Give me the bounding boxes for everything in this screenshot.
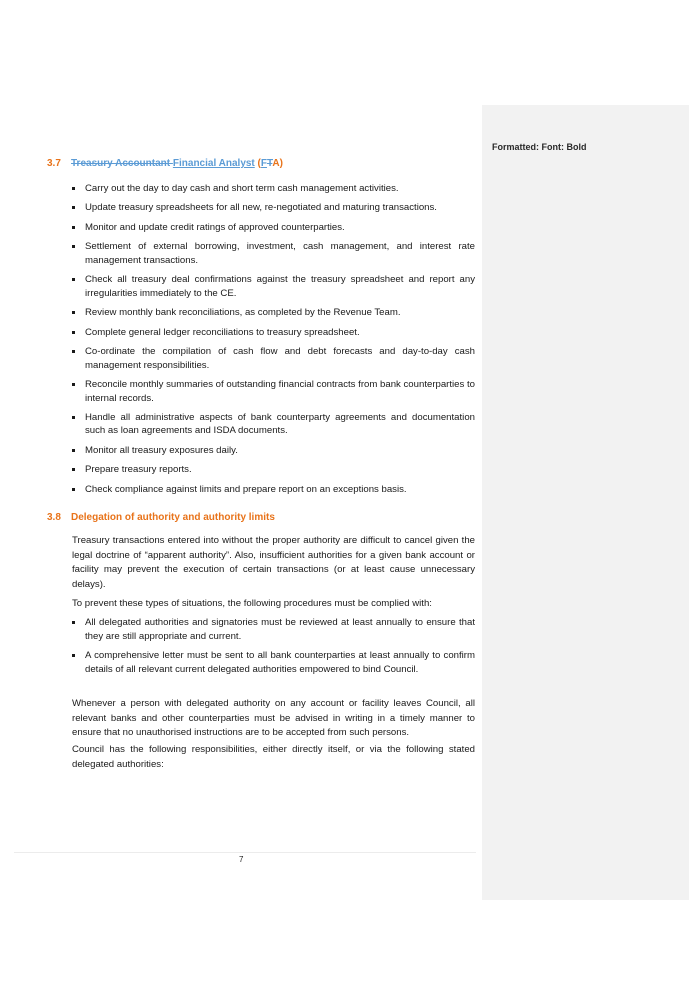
list-item: Prepare treasury reports. [72,463,475,477]
list-item: Review monthly bank reconciliations, as completed by the Revenue Team. [72,306,475,320]
inserted-letter: F [260,158,267,169]
section-3-7-bullet-list [72,182,475,496]
list-item: Complete general ledger reconciliations to treasury spreadsheet. [72,326,475,340]
list-item: Check all treasury deal confirmations against the treasury spreadsheet and report any irregularities immediately to the CE. [72,273,475,300]
section-title: Delegation of authority and authority limits [71,512,275,523]
list-item: Check compliance against limits and prepare report on an exceptions basis. [72,483,475,497]
section-3-7-heading [47,158,283,169]
deleted-text: Treasury Accountant [71,158,173,169]
deleted-letter: T [266,158,273,169]
paragraph-council-responsibilities: Council has the following responsibilities, either directly itself, or via the following stated delegated authorities: [72,744,475,770]
comments-pane [482,105,689,900]
section-3-8-heading [47,512,275,523]
list-item: A comprehensive letter must be sent to all bank counterparties at least annually to confirm details of all relevant current delegated authorities empowered to bind Council. [72,649,475,676]
list-item: Co-ordinate the compilation of cash flow and debt forecasts and day-to-day cash management responsibilities. [72,345,475,372]
comment-formatting-note: Formatted: Font: Bold [492,142,587,152]
footer-divider [14,852,476,853]
abbr-open: ( [254,158,261,169]
paragraph-person-leaves: Whenever a person with delegated authority on any account or facility leaves Council, all relevant banks and other counterparties must be advised in writing in a timely manner to ensure that no unauthorised instructions are to be accepted from such persons. [72,698,475,739]
list-item: Settlement of external borrowing, investment, cash management, and interest rate management transactions. [72,240,475,267]
list-item: Carry out the day to day cash and short term cash management activities. [72,182,475,196]
paragraph-procedures-intro: To prevent these types of situations, the following procedures must be complied with: [72,598,432,609]
list-item: Monitor and update credit ratings of approved counterparties. [72,221,475,235]
list-item: Handle all administrative aspects of bank counterparty agreements and documentation such as loan agreements and ISDA documents. [72,411,475,438]
list-item: All delegated authorities and signatories must be reviewed at least annually to ensure that they are still appropriate and current. [72,616,475,643]
section-number: 3.7 [47,158,61,169]
abbr-close: A) [272,158,283,169]
page-number: 7 [239,855,244,864]
list-item: Monitor all treasury exposures daily. [72,444,475,458]
section-number: 3.8 [47,512,61,523]
inserted-text: Financial Analyst [172,158,255,169]
list-item: Update treasury spreadsheets for all new, re-negotiated and maturing transactions. [72,201,475,215]
list-item: Reconcile monthly summaries of outstanding financial contracts from bank counterparties to internal records. [72,378,475,405]
paragraph-apparent-authority: Treasury transactions entered into without the proper authority are difficult to cancel given the legal doctrine of “apparent authority”. Also, insufficient authorities for a given bank account or facility may prevent the execution of certain transactions (or at least cause unnecessary delays). [72,535,475,590]
section-3-8-bullet-list [72,616,475,676]
